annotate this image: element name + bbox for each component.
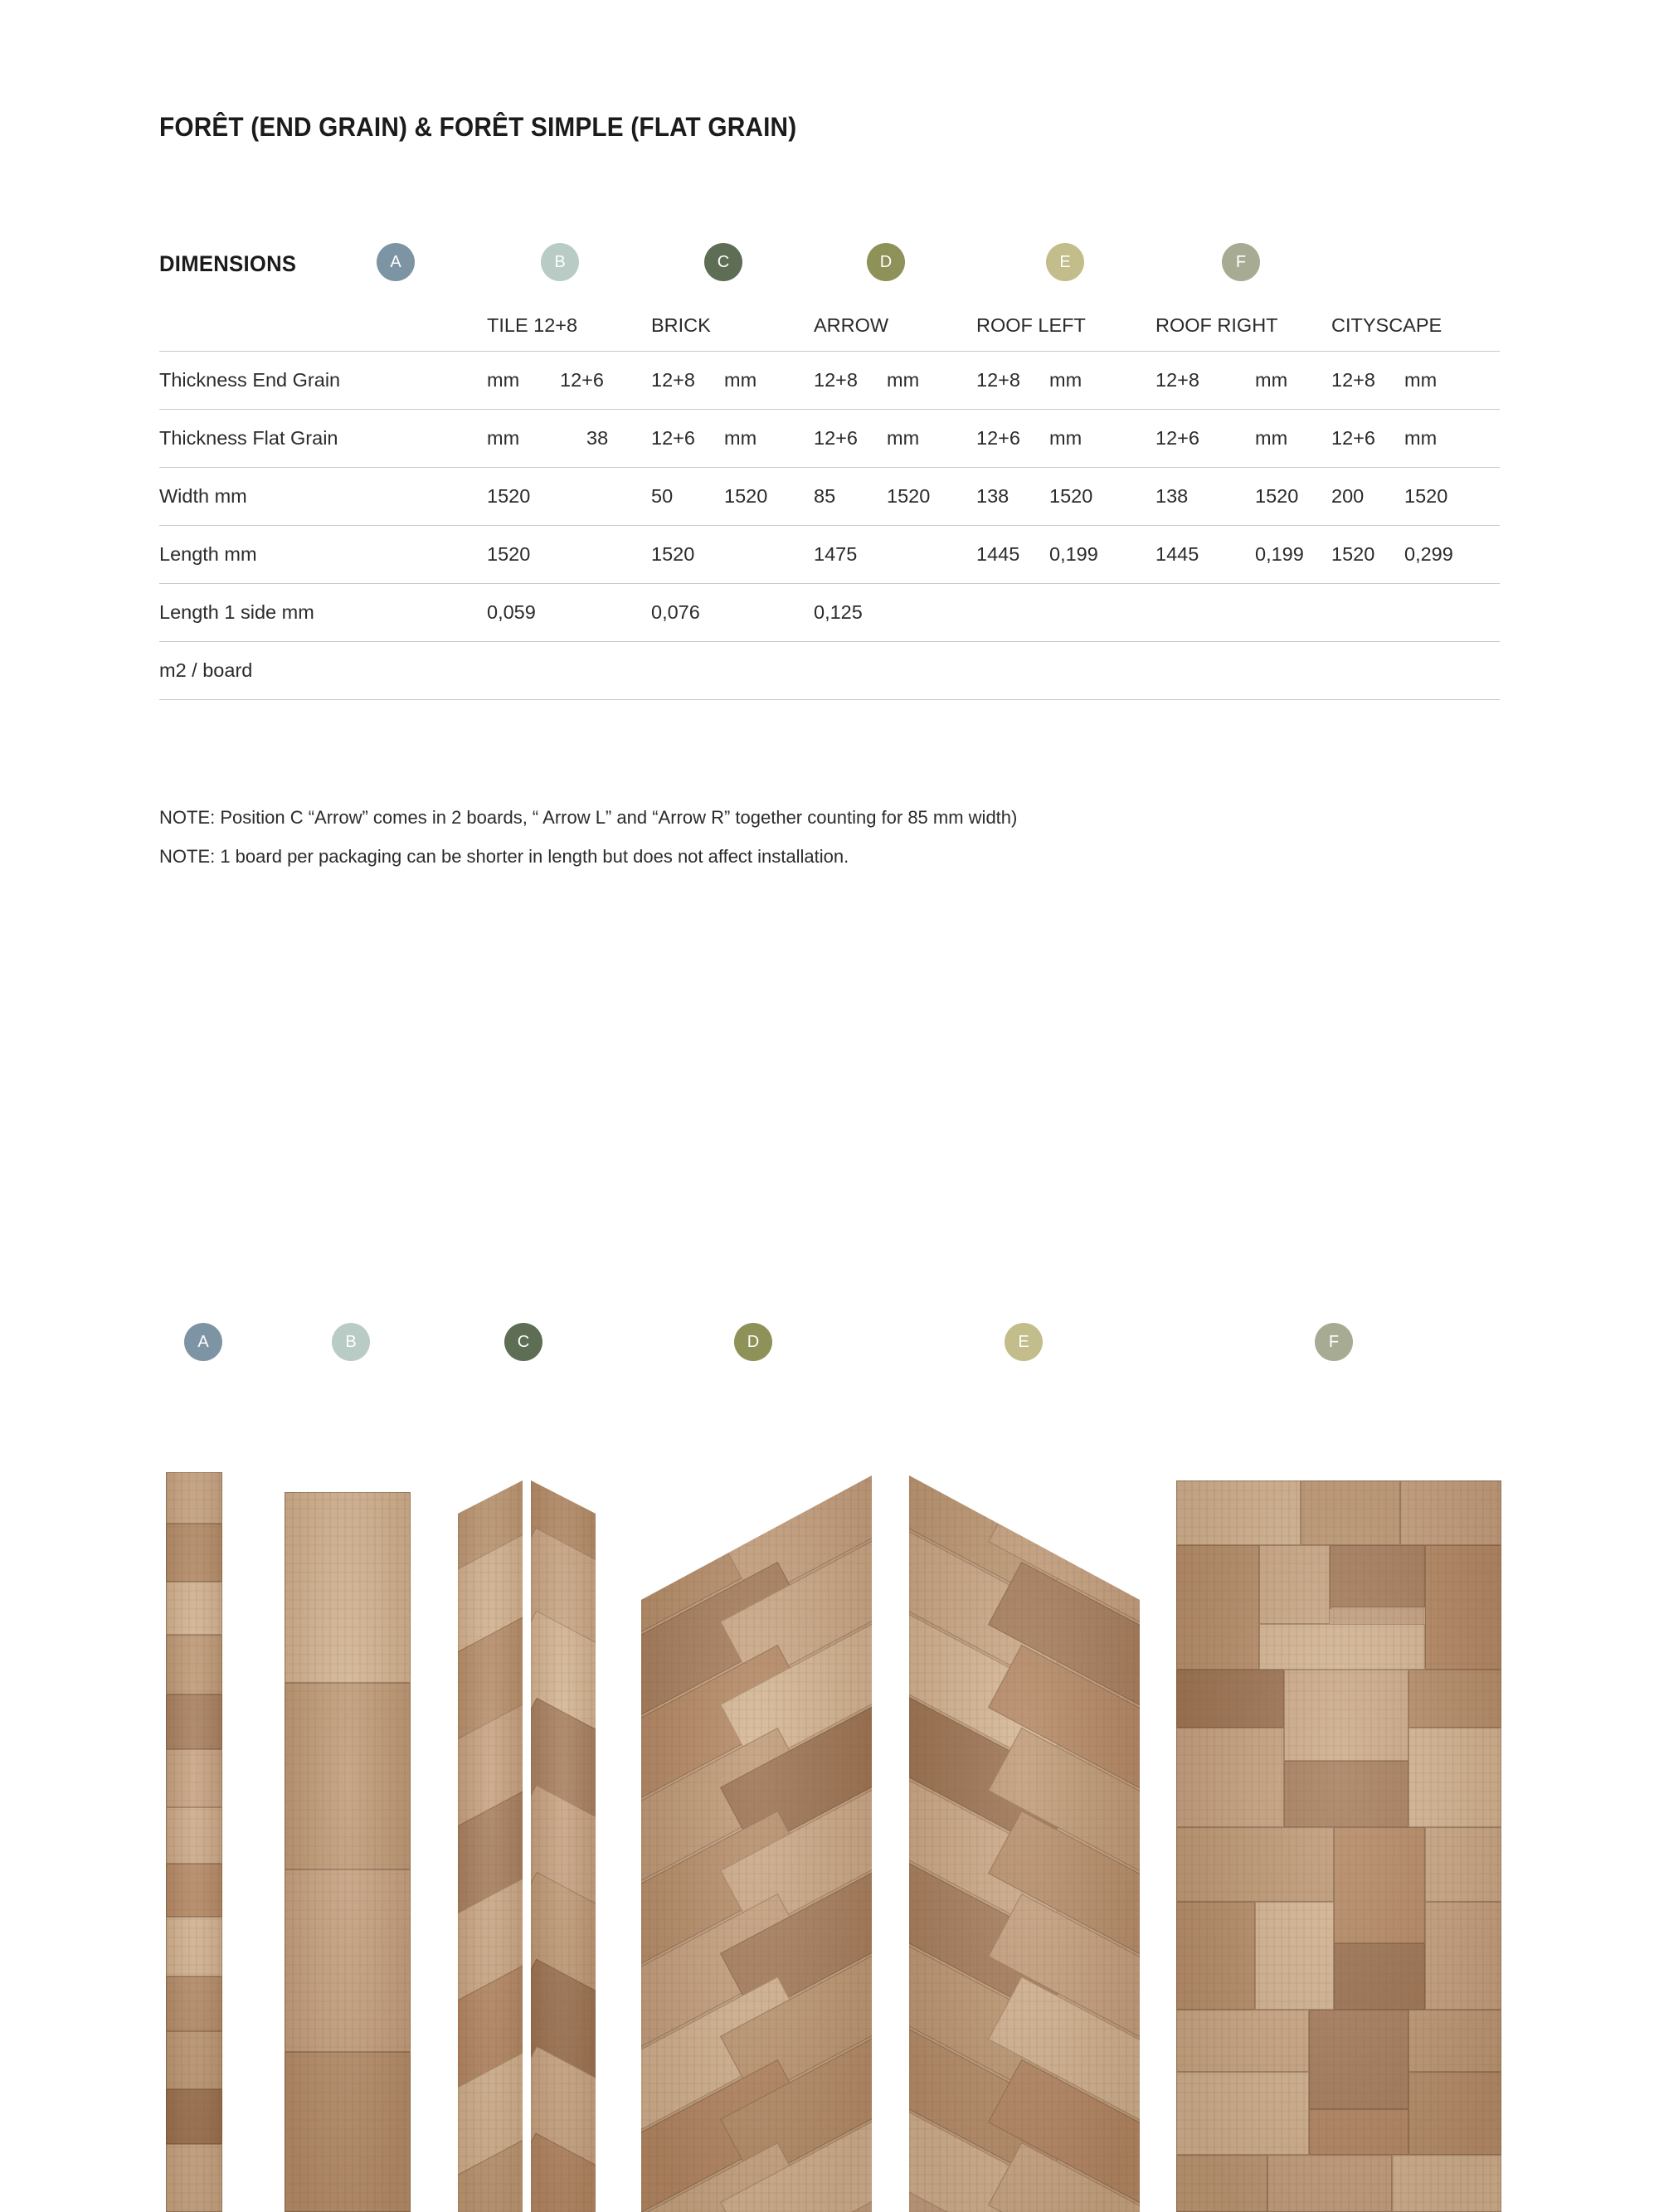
table-row [159,526,1500,584]
header-arrow: ARROW [814,296,976,352]
sample-badge-b: B [332,1323,370,1361]
page-title: FORÊT (END GRAIN) & FORÊT SIMPLE (FLAT GRAIN) [159,112,797,142]
cell-d [976,410,1155,468]
badge-d: D [867,243,905,281]
header-brick: BRICK [651,296,814,352]
cell-e [1155,468,1331,526]
cell-value-primary: mm [487,369,520,391]
cell-value-primary: 1445 [1155,543,1199,565]
row-label-thickness-end-grain: Thickness End Grain [159,352,487,410]
cell-value-secondary: mm [887,427,920,449]
wood-grain-b [285,1492,411,2212]
cell-value-primary: 12+6 [814,427,858,449]
dimensions-table [159,296,1500,700]
wood-grain-e [909,1475,1140,2212]
cell-value-secondary: 1520 [724,485,768,507]
cell-value-secondary: mm [887,369,920,391]
row-label-thickness-flat-grain: Thickness Flat Grain [159,410,487,468]
wood-grain-a [166,1472,222,2212]
wood-grain-d [641,1475,872,2212]
cell-value-secondary: mm [1049,427,1082,449]
cell-a [487,410,651,468]
cell-value-secondary: mm [1049,369,1082,391]
cell-d [976,584,1155,642]
column-badge-row [159,236,1500,296]
table-row [159,642,1500,700]
cell-c [814,410,976,468]
notes-block [159,798,1017,876]
sample-panel-e-roof-right [909,1475,1140,2212]
cell-value-primary: 1520 [487,485,531,507]
cell-value-secondary: 0,299 [1404,543,1453,565]
cell-value-secondary: mm [724,369,757,391]
table-header-row [159,296,1500,352]
sample-panel-f-cityscape [1176,1480,1501,2212]
cell-b [651,468,814,526]
header-cityscape: CITYSCAPE [1331,296,1500,352]
row-label-length: Length mm [159,526,487,584]
cell-value-primary: 1520 [651,543,695,565]
cell-c [814,584,976,642]
cell-value-secondary: mm [1255,369,1288,391]
cell-c [814,468,976,526]
row-label-m2-per-board: m2 / board [159,642,487,700]
dimensions-heading: DIMENSIONS [159,251,297,276]
cell-value-primary: 12+6 [1155,427,1199,449]
note-board-length: NOTE: 1 board per packaging can be shorter in length but does not affect installation. [159,846,849,867]
cell-a [487,352,651,410]
cell-value-secondary: 1520 [1255,485,1299,507]
cell-value-primary: 12+6 [1331,427,1375,449]
sample-panel-c-arrow-right [531,1480,596,2212]
cell-value-primary: 12+6 [651,427,695,449]
cell-value-secondary: 0,199 [1049,543,1098,565]
cell-value-primary: 50 [651,485,674,507]
cell-value-primary: 12+8 [1331,369,1375,391]
sample-panel-b-brick [285,1492,411,2212]
cell-value-secondary: 1520 [887,485,931,507]
sample-badge-row [0,1323,1659,1381]
sample-badge-c: C [504,1323,542,1361]
cell-value-primary: 0,059 [487,601,536,623]
header-roof-right: ROOF RIGHT [1155,296,1331,352]
cell-b [651,642,814,700]
cell-value-primary: 12+8 [814,369,858,391]
cell-value-secondary: 1520 [1049,485,1093,507]
cell-value-secondary: 38 [586,427,609,449]
cell-f [1331,526,1500,584]
cell-value-primary: 1520 [487,543,531,565]
cell-b [651,526,814,584]
cell-value-primary: 85 [814,485,836,507]
wood-grain-c-right [531,1480,596,2212]
table-row [159,410,1500,468]
cell-e [1155,352,1331,410]
cell-f [1331,642,1500,700]
cell-value-primary: 0,076 [651,601,700,623]
table-row [159,352,1500,410]
cell-b [651,352,814,410]
cell-value-primary: 1475 [814,543,858,565]
wood-sample-images [0,1472,1659,2212]
cell-d [976,526,1155,584]
cell-c [814,642,976,700]
cell-d [976,468,1155,526]
sample-panel-c-arrow-left [458,1480,523,2212]
wood-grain-f [1176,1480,1501,2212]
cell-value-secondary: mm [1255,427,1288,449]
cell-value-primary: 200 [1331,485,1365,507]
cell-f [1331,468,1500,526]
cell-b [651,410,814,468]
badge-b: B [541,243,579,281]
cell-value-secondary: mm [1404,369,1438,391]
cell-value-primary: 12+8 [1155,369,1199,391]
sample-badge-e: E [1005,1323,1043,1361]
table-row [159,584,1500,642]
cell-a [487,468,651,526]
cell-e [1155,584,1331,642]
badge-a: A [377,243,415,281]
sample-panel-a-tile [166,1472,222,2212]
table-row [159,468,1500,526]
cell-value-primary: 12+8 [976,369,1020,391]
wood-grain-c-left [458,1480,523,2212]
cell-value-primary: mm [487,427,520,449]
cell-value-primary: 12+8 [651,369,695,391]
cell-value-primary: 138 [976,485,1010,507]
cell-value-secondary: 12+6 [560,369,604,391]
cell-value-primary: 1520 [1331,543,1375,565]
cell-e [1155,526,1331,584]
cell-f [1331,410,1500,468]
cell-e [1155,642,1331,700]
cell-d [976,352,1155,410]
header-roof-left: ROOF LEFT [976,296,1155,352]
cell-f [1331,352,1500,410]
cell-value-primary: 138 [1155,485,1189,507]
cell-a [487,584,651,642]
cell-c [814,352,976,410]
row-label-length-1-side: Length 1 side mm [159,584,487,642]
cell-value-primary: 1445 [976,543,1020,565]
cell-b [651,584,814,642]
dimensions-section [159,236,1500,681]
badge-c: C [704,243,742,281]
header-tile: TILE 12+8 [487,296,651,352]
sample-badge-d: D [734,1323,772,1361]
cell-value-secondary: 1520 [1404,485,1448,507]
note-arrow-boards: NOTE: Position C “Arrow” comes in 2 boards, “ Arrow L” and “Arrow R” together counting for 85 mm width) [159,807,1018,828]
cell-value-primary: 12+6 [976,427,1020,449]
badge-f: F [1222,243,1260,281]
cell-a [487,526,651,584]
cell-c [814,526,976,584]
sample-badge-f: F [1315,1323,1353,1361]
cell-a [487,642,651,700]
sample-panel-d-roof-left [641,1475,872,2212]
cell-value-primary: 0,125 [814,601,863,623]
cell-value-secondary: mm [724,427,757,449]
row-label-width: Width mm [159,468,487,526]
cell-d [976,642,1155,700]
badge-e: E [1046,243,1084,281]
cell-e [1155,410,1331,468]
sample-badge-a: A [184,1323,222,1361]
header-blank [159,296,487,352]
cell-value-secondary: mm [1404,427,1438,449]
cell-f [1331,584,1500,642]
cell-value-secondary: 0,199 [1255,543,1304,565]
